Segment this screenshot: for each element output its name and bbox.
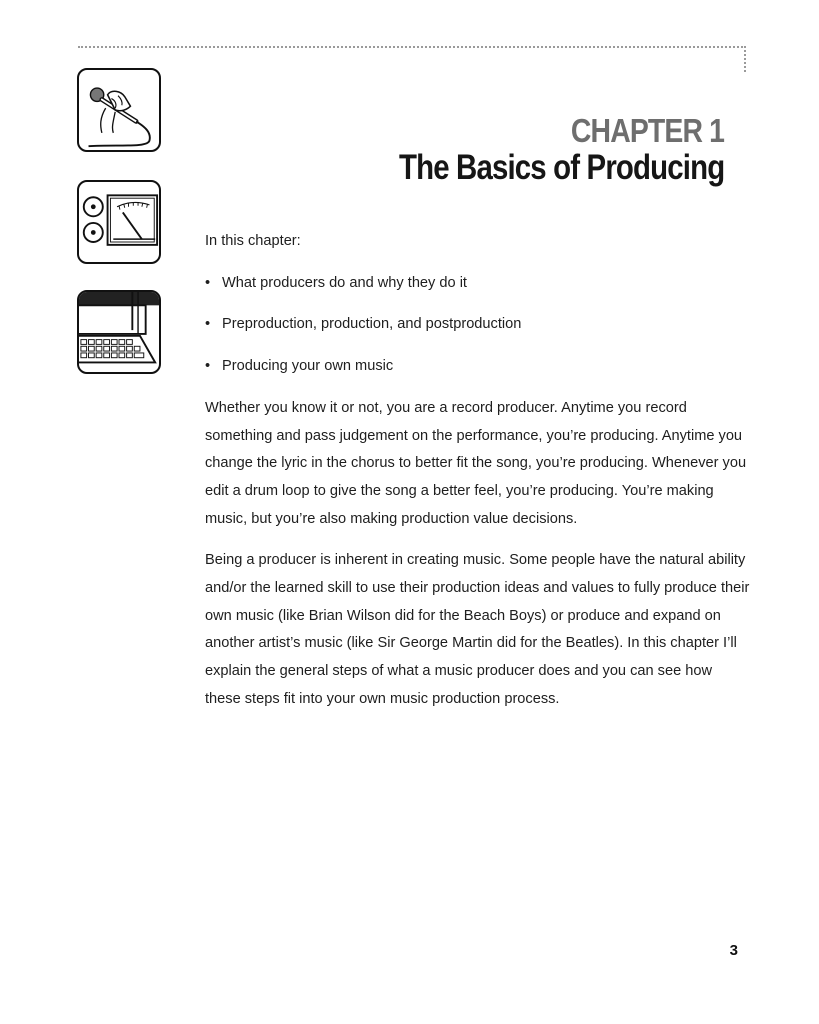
- list-item: [205, 311, 750, 339]
- chapter-body: [205, 228, 750, 728]
- paragraph: Being a producer is inherent in creating music. Some people have the natural ability and/or the learned skill to use their production ideas and values to fully produce their own music (like Brian Wilson did for the Beach Boys) or produce and expand on another artist’s music (like Sir George Martin did for the Beatles). In this chapter I’ll explain the general steps of what a music producer does and you can see how these steps fit into your own music production process.: [205, 552, 750, 707]
- list-item-text: What producers do and why they do it: [222, 274, 467, 291]
- list-item-text: Preproduction, production, and postproduction: [222, 316, 522, 333]
- list-item-text: Producing your own music: [222, 358, 394, 375]
- chapter-topics-list: [205, 270, 750, 381]
- page-number: 3: [729, 942, 738, 959]
- list-item: [205, 270, 750, 298]
- paragraph: Whether you know it or not, you are a record producer. Anytime you record something and pass judgement on the performance, you’re producing. Anytime you change the lyric in the chorus to better fit the song, you’re producing. Whenever you edit a drum loop to give the song a better feel, you’re producing. You’re making music, but you’re also making production value decisions.: [205, 399, 747, 527]
- keyboard-icon: [77, 290, 161, 374]
- chapter-title: The Basics of Producing: [398, 148, 724, 187]
- intro-text: In this chapter:: [205, 233, 301, 249]
- header-dotted-rule: [78, 46, 746, 48]
- bullet-icon: •: [205, 358, 211, 375]
- chapter-label: CHAPTER 1: [570, 112, 724, 149]
- list-item: [205, 353, 750, 381]
- bullet-icon: •: [205, 316, 211, 333]
- microphone-icon: [77, 68, 161, 152]
- header-dotted-corner: [744, 50, 746, 72]
- bullet-icon: •: [205, 274, 211, 291]
- vu-meter-icon: [77, 180, 161, 264]
